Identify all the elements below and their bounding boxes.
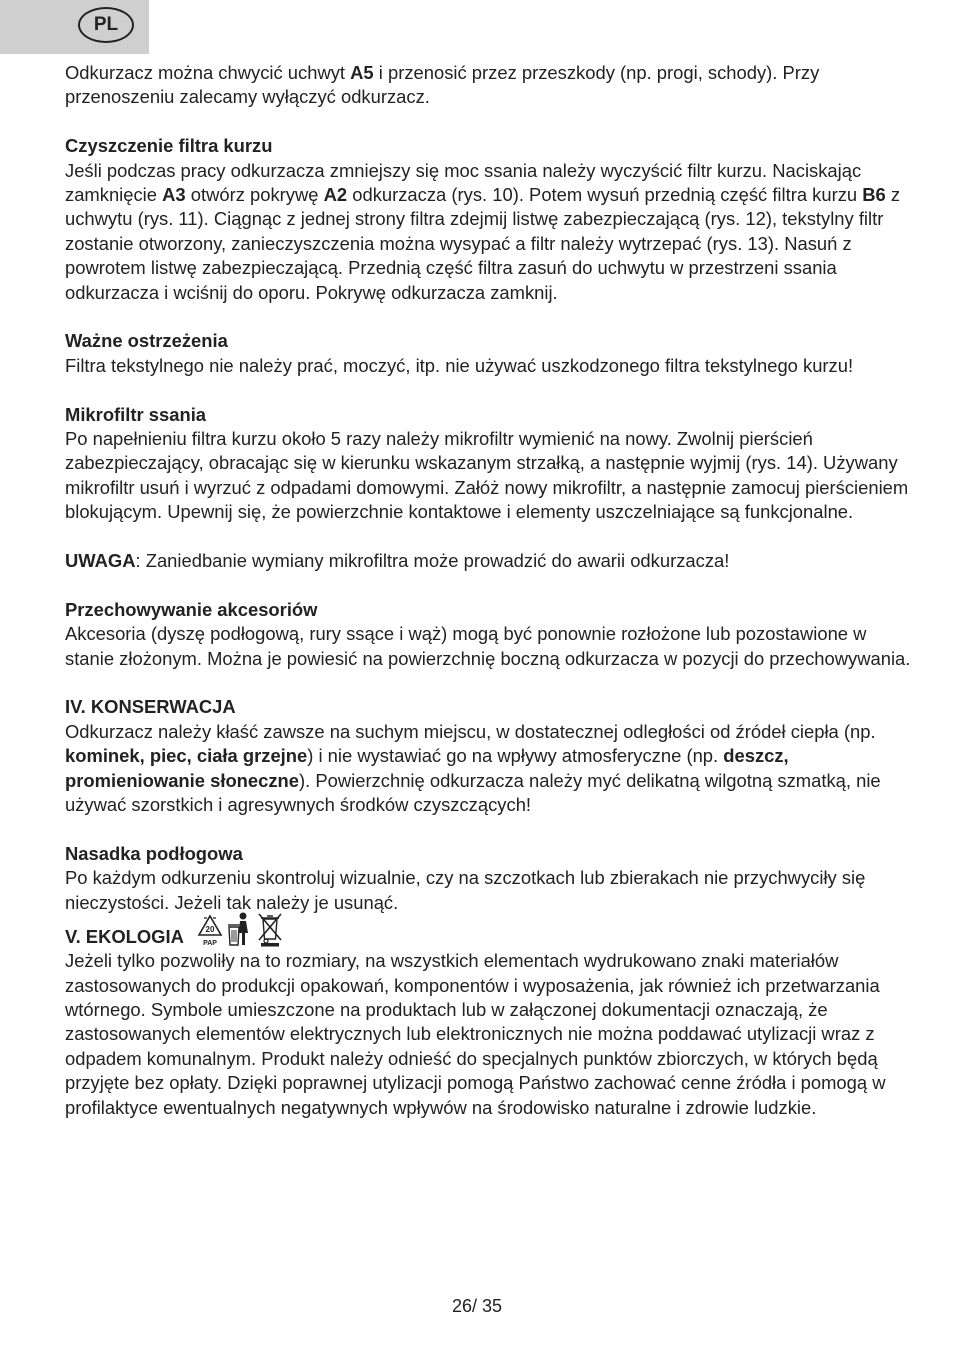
- filter-heading: Czyszczenie filtra kurzu: [65, 135, 273, 157]
- warnings-paragraph: Filtra tekstylnego nie należy prać, moczyć, itp. nie używać uszkodzonego filtra tekstylnego kurzu!: [65, 354, 854, 376]
- document-body: [65, 61, 915, 1120]
- warnings-heading: Ważne ostrzeżenia: [65, 330, 228, 352]
- microfilter-heading: Mikrofiltr ssania: [65, 403, 207, 425]
- storage-heading: Przechowywanie akcesoriów: [65, 598, 318, 620]
- note-paragraph: UWAGA: Zaniedbanie wymiany mikrofiltra może prowadzić do awarii odkurzacza!: [65, 550, 730, 572]
- maintenance-paragraph: Odkurzacz należy kłaść zawsze na suchym miejscu, w dostatecznej odległości od źródeł ciepła (np. kominek, piec, ciała grzejne) i nie wystawiać go na wpływy atmosferyczne (np. deszcz, promieniowanie słoneczne). Powierzchnię odkurzacza należy myć delikatną wilgotną szmatką, nie używać szorstkich i agresywnych środków czyszczących!: [65, 720, 881, 816]
- microfilter-paragraph: Po napełnieniu filtra kurzu około 5 razy należy mikrofiltr wymienić na nowy. Zwolnij pierścień zabezpieczający, obracając się w kierunku wskazanym strzałką, a następnie wyjmij (rys. 14). Używany mikrofiltr usuń i wyrzuć z odpadami domowymi. Załóż nowy mikrofiltr, a następnie zamocuj pierścieniem blokującym. Upewnij się, że powierzchnie kontaktowe i elementy uszczelniające są funkcjonalne.: [65, 428, 909, 523]
- recycle-code: 20: [205, 925, 215, 935]
- tidyman-icon: [226, 911, 254, 947]
- ecology-heading: V. EKOLOGIA: [65, 926, 184, 948]
- carry-paragraph: Odkurzacz można chwycić uchwyt A5 i przenosić przez przeszkody (np. progi, schody). Przy przenoszeniu zalecamy wyłączyć odkurzacz.: [65, 62, 820, 108]
- filter-paragraph: Jeśli podczas pracy odkurzacza zmniejszy się moc ssania należy wyczyścić filtr kurzu. Naciskając zamknięcie A3 otwórz pokrywę A2 odkurzacza (rys. 10). Potem wysuń przednią część filtra kurzu B6 z uchwytu (rys. 11). Ciągnąc z jednej strony filtra zdejmij listwę zabezpieczającą (rys. 12), tekstylny filtr zostanie otworzony, zanieczyszczenia można wysypać a filtr należy wytrzepać (rys. 13). Nasuń z powrotem listwę zabezpieczającą. Przednią część filtra zasuń do uchwytu w przestrzeni ssania odkurzacza i wciśnij do oporu. Pokrywę odkurzacza zamknij.: [65, 159, 901, 303]
- nozzle-paragraph: Po każdym odkurzeniu skontroluj wizualnie, czy na szczotkach lub zbierakach nie przychwyciły się nieczystości. Jeżeli tak należy je usunąć.: [65, 867, 866, 913]
- page-number: 26/ 35: [451, 1296, 503, 1316]
- maintenance-heading: IV. KONSERWACJA: [65, 696, 236, 718]
- ecology-icons: [196, 911, 284, 947]
- language-badge: PL: [78, 7, 134, 43]
- storage-paragraph: Akcesoria (dyszę podłogową, rury ssące i wąż) mogą być ponownie rozłożone lub pozostawione w stanie złożonym. Można je powiesić na powierzchnię boczną odkurzacza w pozycji do przechowywania.: [65, 623, 911, 669]
- recycle-pap-icon: [196, 913, 224, 947]
- crossed-bin-icon: [256, 911, 284, 947]
- ecology-paragraph: Jeżeli tylko pozwoliły na to rozmiary, na wszystkich elementach wydrukowano znaki materiałów zastosowanych do produkcji opakowań, komponentów i wyposażenia, jak również ich przetwarzania wtórnego. Symbole umieszczone na produktach lub w załączonej dokumentacji oznaczają, że zastosowanych elementów elektrycznych lub elektronicznych nie można poddawać utylizacji wraz z odpadem komunalnym. Produkt należy odnieść do specjalnych punktów zbiorczych, w których będą przyjęte bez opłaty. Dzięki poprawnej utylizacji pomogą Państwo zachować cenne źródła i pomogą w profilaktyce ewentualnych negatywnych wpływów na środowisko naturalne i zdrowie ludzkie.: [65, 950, 886, 1118]
- language-tab: [0, 0, 149, 54]
- ecology-heading-row: [65, 911, 915, 949]
- recycle-label: PAP: [202, 940, 217, 948]
- note-label: UWAGA: [65, 550, 136, 572]
- nozzle-heading: Nasadka podłogowa: [65, 842, 243, 864]
